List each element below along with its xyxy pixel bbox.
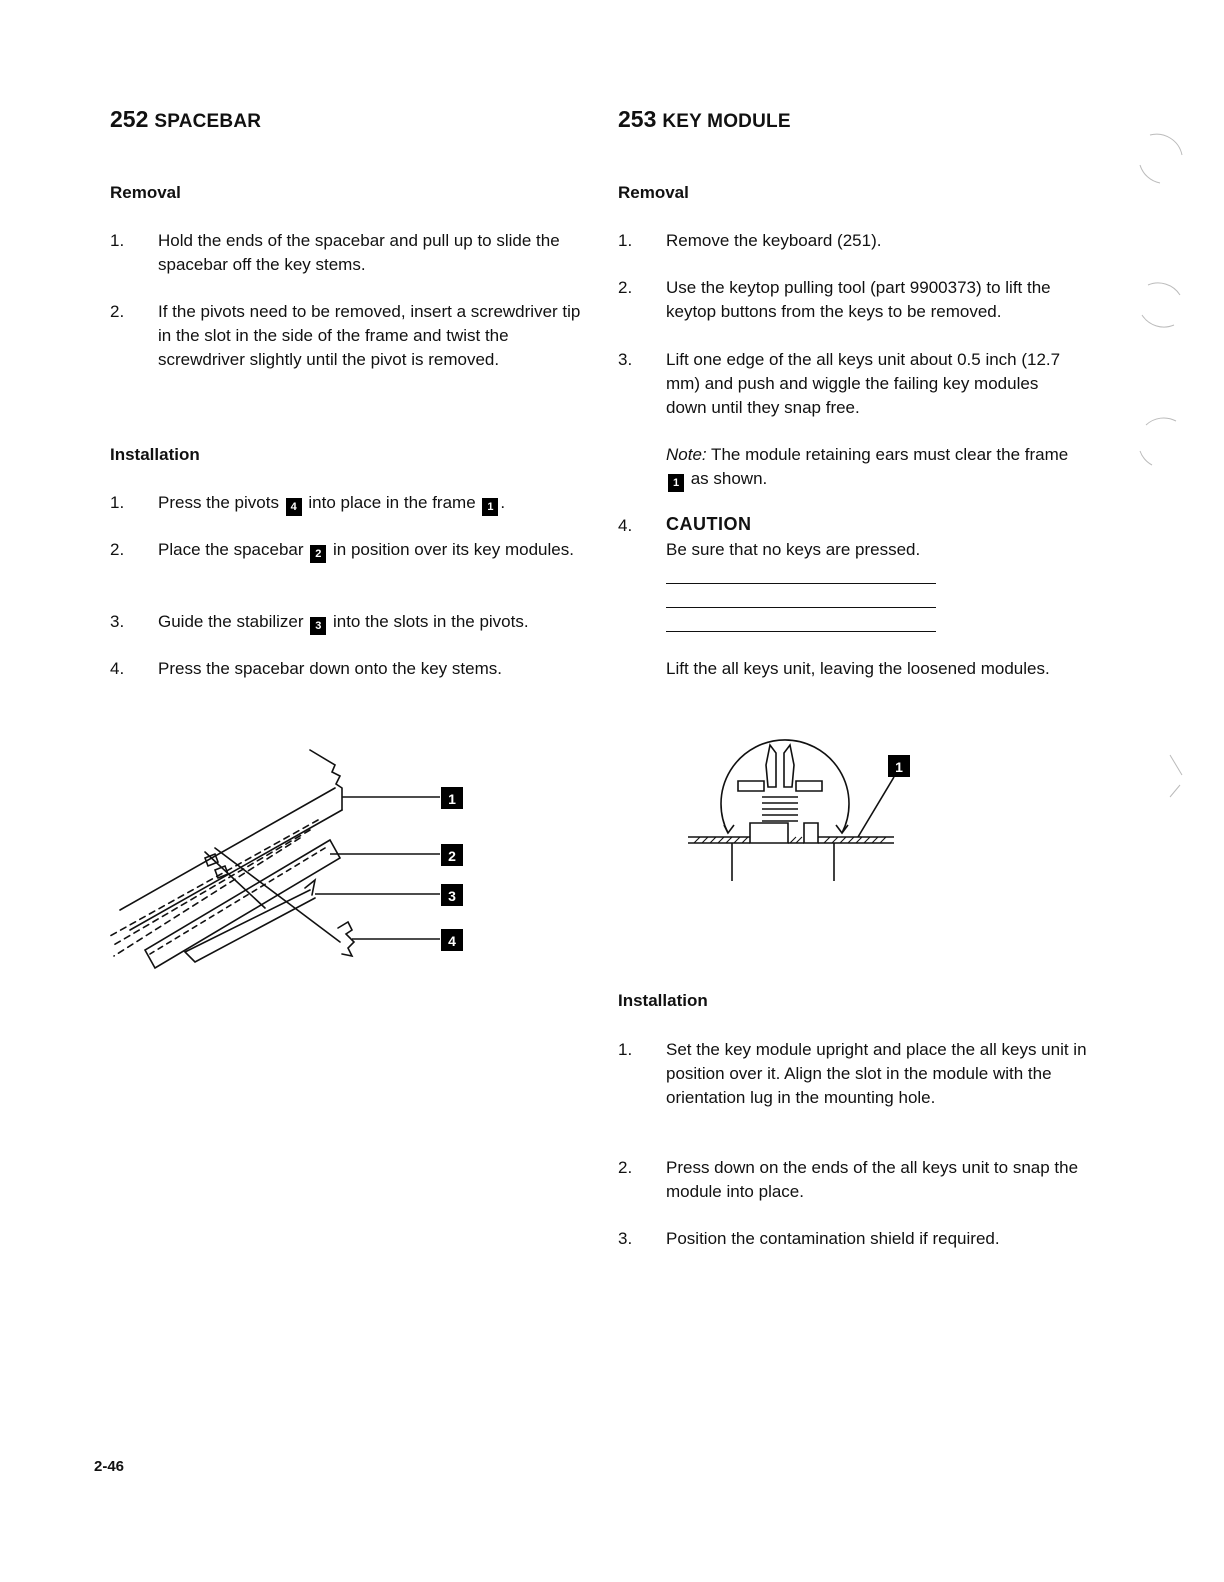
removal-heading: Removal [618,183,689,202]
step-number: 3. [618,350,633,369]
step-4-continuation: Lift the all keys unit, leaving the loosened modules. [666,659,1050,678]
installation-step-2: Press down on the ends of the all keys unit to snap the module into place. [666,1158,1079,1201]
section-number: 252 [110,106,149,132]
step-number: 2. [618,278,633,297]
page-number: 2-46 [94,1458,125,1475]
installation-step-4: Press the spacebar down onto the key stems. [158,659,502,678]
step-number: 1. [618,1040,633,1059]
step-text: Place the spacebar [158,540,309,559]
callout-badge: 1 [482,498,498,516]
blank-line [666,631,936,632]
installation-step-1: Set the key module upright and place the all keys unit in position over it. Align the slot in the module with the orientation lug in the mounting hole. [666,1040,1087,1107]
step-text: Press the pivots [158,493,284,512]
installation-heading: Installation [110,445,200,464]
section-253-heading [618,106,791,133]
callout-label: 4 [448,933,456,949]
removal-step-2: Use the keytop pulling tool (part 9900373) to lift the keytop buttons from the keys to be removed. [666,278,1051,321]
spacebar-parts-drawing [110,750,354,968]
callout-badge: 1 [668,474,684,492]
caution-heading: CAUTION [666,514,752,534]
step-number: 1. [110,493,125,512]
step-text: in position over its key modules. [328,540,574,559]
step-number: 4. [618,516,633,535]
callout-label: 1 [448,791,456,807]
key-module-drawing [688,740,894,881]
step-text: . [500,493,506,512]
blank-line [666,583,936,584]
callout-label: 3 [448,888,456,904]
section-title: KEY MODULE [662,111,791,132]
installation-step-3: Position the contamination shield if required. [666,1229,1000,1248]
step-text: into place in the frame [303,493,481,512]
callout-label: 1 [895,759,903,775]
binder-hole-marks [1130,125,1190,1425]
installation-step-2 [158,538,578,563]
key-module-figure [680,725,920,885]
note-label: Note: [666,445,707,464]
step-number: 1. [618,231,633,250]
note-text [666,443,1086,492]
step-number: 4. [110,659,125,678]
installation-step-3 [158,610,598,635]
callout-leaders [315,797,440,939]
removal-heading: Removal [110,183,181,202]
removal-step-3: Lift one edge of the all keys unit about 0.5 inch (12.7 mm) and push and wiggle the failing key modules down until they snap free. [666,350,1061,417]
callout-badge: 4 [286,498,302,516]
step-number: 3. [618,1229,633,1248]
binder-hole-outlines [1140,134,1182,797]
step-number: 3. [110,612,125,631]
section-title: SPACEBAR [154,111,262,132]
section-252-heading [110,106,261,133]
caution-text: Be sure that no keys are pressed. [666,540,921,559]
step-number: 2. [110,302,125,321]
note-body: as shown. [686,469,768,488]
callout-badge: 3 [310,617,326,635]
installation-step-1 [158,491,598,516]
step-number: 2. [618,1158,633,1177]
frame-hatching [694,837,886,843]
callout-badge: 2 [310,545,326,563]
step-number: 2. [110,540,125,559]
step-text: Guide the stabilizer [158,612,309,631]
step-text: into the slots in the pivots. [328,612,529,631]
blank-line [666,607,936,608]
removal-step-1: Hold the ends of the spacebar and pull up to slide the spacebar off the key stems. [158,231,560,274]
removal-step-2: If the pivots need to be removed, insert a screwdriver tip in the slot in the side of the frame and twist the screwdriver slightly until the pivot is removed. [158,302,581,369]
removal-step-1: Remove the keyboard (251). [666,231,882,250]
callout-label: 2 [448,848,456,864]
section-number: 253 [618,106,657,132]
spacebar-exploded-figure [100,740,500,980]
step-number: 1. [110,231,125,250]
installation-heading: Installation [618,991,708,1010]
note-body: The module retaining ears must clear the frame [706,445,1069,464]
